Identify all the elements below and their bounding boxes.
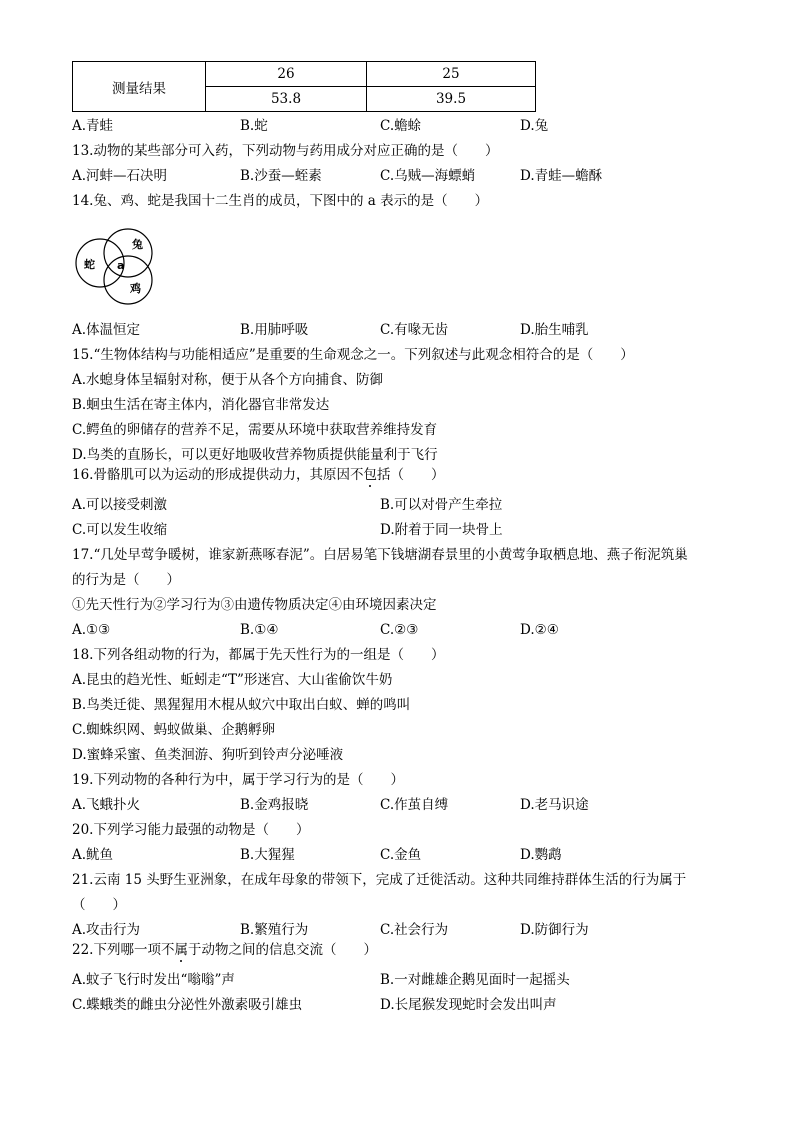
q17-option-d: D.②④ <box>520 622 559 638</box>
q16-option-b: B.可以对骨产生牵拉 <box>380 497 503 513</box>
q13-option-a: A.河蚌—石决明 <box>72 168 168 184</box>
q22-stem-part3: 动物之间的信息交流（ ） <box>201 942 377 958</box>
table-header-cell: 测量结果 <box>73 62 206 112</box>
q19-option-d: D.老马识途 <box>520 797 589 813</box>
q15-option-b: B.蛔虫生活在寄主体内，消化器官非常发达 <box>72 397 330 413</box>
q21-stem-line2: （ ） <box>72 897 126 913</box>
q15-option-a: A.水螅身体呈辐射对称，便于从各个方向捕食、防御 <box>72 372 384 388</box>
q21-option-a: A.攻击行为 <box>72 922 141 938</box>
q22-emphasis-text: 不属于 <box>160 942 202 958</box>
table-cell: 53.8 <box>206 87 367 112</box>
q18-option-a: A.昆虫的趋光性、蚯蚓走“T”形迷宫、大山雀偷饮牛奶 <box>72 672 393 688</box>
q16-emphasis-text: 不包括 <box>349 467 391 483</box>
q12-option-b: B.蛇 <box>240 118 268 134</box>
q20-option-a: A.鱿鱼 <box>72 847 114 863</box>
measurement-table <box>72 61 536 112</box>
q17-option-a: A.①③ <box>72 622 111 638</box>
q14-stem: 14.兔、鸡、蛇是我国十二生肖的成员，下图中的 a 表示的是（ ） <box>72 193 489 209</box>
q19-stem: 19.下列动物的各种行为中，属于学习行为的是（ ） <box>72 772 404 788</box>
q17-option-c: C.②③ <box>380 622 419 638</box>
q12-option-c: C.蟾蜍 <box>380 118 422 134</box>
q22-stem-part1: 22.下列哪一项 <box>72 942 161 958</box>
q18-option-c: C.蜘蛛织网、蚂蚁做巢、企鹅孵卵 <box>72 722 276 738</box>
q20-option-c: C.金鱼 <box>380 847 422 863</box>
q16-option-c: C.可以发生收缩 <box>72 522 168 538</box>
q19-option-b: B.金鸡报晓 <box>240 797 309 813</box>
q13-option-d: D.青蛙—蟾酥 <box>520 168 603 184</box>
q15-stem: 15.“生物体结构与功能相适应”是重要的生命观念之一。下列叙述与此观念相符合的是（ ） <box>72 347 634 363</box>
venn-diagram <box>72 226 166 308</box>
q16-option-d: D.附着于同一块骨上 <box>380 522 503 538</box>
table-cell: 39.5 <box>367 87 536 112</box>
table-cell: 26 <box>206 62 367 87</box>
q19-option-c: C.作茧自缚 <box>380 797 449 813</box>
q15-option-c: C.鳄鱼的卵储存的营养不足，需要从环境中获取营养维持发育 <box>72 422 438 438</box>
q16-stem-part3: （ ） <box>390 467 445 483</box>
q20-option-b: B.大猩猩 <box>240 847 295 863</box>
q14-option-d: D.胎生哺乳 <box>520 322 589 338</box>
q18-option-b: B.鸟类迁徙、黑猩猩用木棍从蚁穴中取出白蚁、蝉的鸣叫 <box>72 697 411 713</box>
q18-stem: 18.下列各组动物的行为，都属于先天性行为的一组是（ ） <box>72 647 445 663</box>
venn-label-snake: 蛇 <box>84 258 95 271</box>
table-cell: 25 <box>367 62 536 87</box>
q13-option-b: B.沙蚕—蛭素 <box>240 168 322 184</box>
q12-option-d: D.兔 <box>520 118 549 134</box>
q16-stem-part1: 16.骨骼肌可以为运动的形成提供动力，其原因 <box>72 467 350 483</box>
q20-stem: 20.下列学习能力最强的动物是（ ） <box>72 822 310 838</box>
venn-label-a: a <box>117 259 125 272</box>
q22-option-a: A.蚊子飞行时发出“嗡嗡”声 <box>72 972 235 988</box>
q22-option-c: C.蝶蛾类的雌虫分泌性外激素吸引雄虫 <box>72 997 303 1013</box>
q22-option-b: B.一对雌雄企鹅见面时一起摇头 <box>380 972 570 988</box>
q22-stem <box>72 941 377 959</box>
q17-stem-line2: 的行为是（ ） <box>72 572 180 588</box>
q22-option-d: D.长尾猴发现蛇时会发出叫声 <box>380 997 557 1013</box>
venn-label-chicken: 鸡 <box>130 282 141 295</box>
q13-option-c: C.乌贼—海螵蛸 <box>380 168 476 184</box>
q20-option-d: D.鹦鹉 <box>520 847 562 863</box>
q18-option-d: D.蜜蜂采蜜、鱼类洄游、狗听到铃声分泌唾液 <box>72 747 344 763</box>
q21-option-b: B.繁殖行为 <box>240 922 309 938</box>
q15-option-d: D.鸟类的直肠长，可以更好地吸收营养物质提供能量利于飞行 <box>72 447 438 463</box>
q21-option-c: C.社会行为 <box>380 922 449 938</box>
q14-option-c: C.有喙无齿 <box>380 322 449 338</box>
q17-option-b: B.①④ <box>240 622 279 638</box>
q14-option-a: A.体温恒定 <box>72 322 141 338</box>
venn-label-rabbit: 兔 <box>132 238 143 251</box>
q21-option-d: D.防御行为 <box>520 922 589 938</box>
q17-stem-line1: 17.“几处早莺争暖树，谁家新燕啄春泥”。白居易笔下钱塘湖春景里的小黄莺争取栖息地、燕子衔泥筑巢 <box>72 547 688 563</box>
q12-option-a: A.青蛙 <box>72 118 114 134</box>
venn-circle-rabbit <box>104 229 152 277</box>
q16-option-a: A.可以接受刺激 <box>72 497 168 513</box>
q17-statements: ①先天性行为②学习行为③由遗传物质决定④由环境因素决定 <box>72 597 437 613</box>
q14-option-b: B.用肺呼吸 <box>240 322 309 338</box>
q16-stem <box>72 466 444 484</box>
q13-stem: 13.动物的某些部分可入药，下列动物与药用成分对应正确的是（ ） <box>72 143 499 159</box>
q19-option-a: A.飞蛾扑火 <box>72 797 141 813</box>
q21-stem-line1: 21.云南 15 头野生亚洲象，在成年母象的带领下，完成了迁徙活动。这种共同维持群体生活的行为属于 <box>72 872 687 888</box>
venn-circle-chicken <box>104 256 152 304</box>
